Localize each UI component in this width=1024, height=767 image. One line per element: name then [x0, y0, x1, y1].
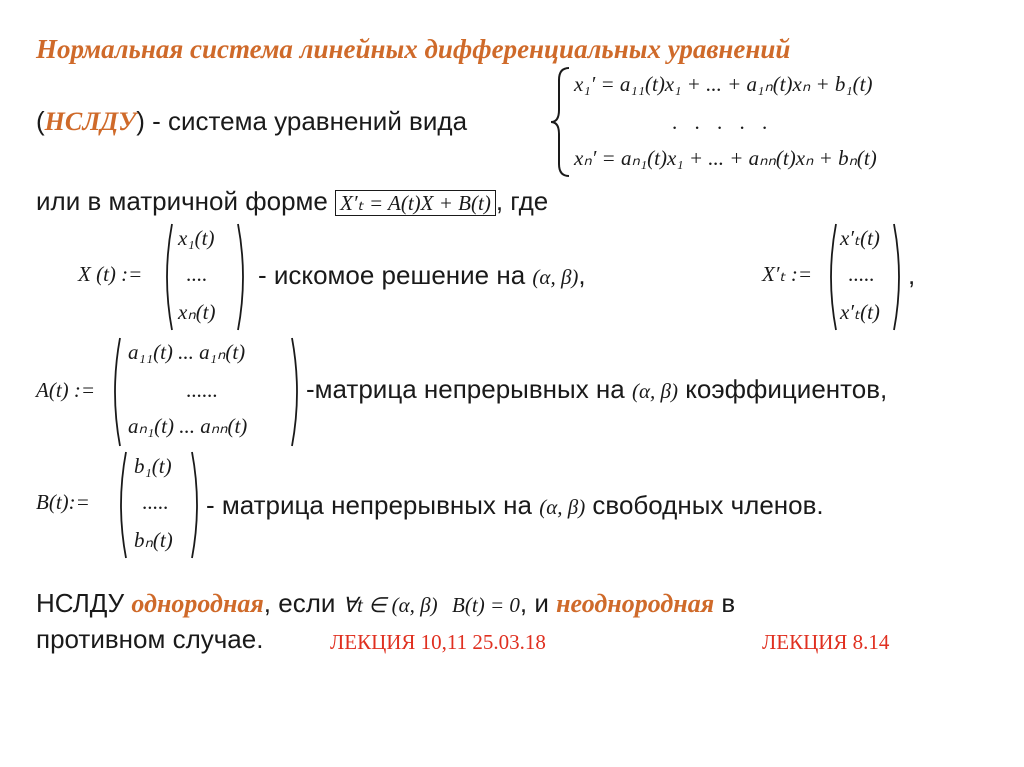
inhomog-word: неоднородная [556, 589, 715, 618]
B-right-paren [190, 450, 204, 560]
Xt-lhs: X′ₜ := [762, 262, 813, 286]
A-text-post: коэффициентов, [685, 374, 888, 404]
slide-title: Нормальная система линейных дифференциальных уравнений [36, 34, 791, 64]
definition-rest: ) - система уравнений вида [136, 106, 468, 136]
Xt-comma: , [908, 260, 916, 290]
matrix-equation: X′ₜ = A(t)X + B(t) [335, 190, 496, 216]
homogeneous-line-2: противном случае. [36, 624, 264, 654]
X-left-paren [160, 222, 174, 332]
A-description [306, 374, 887, 405]
X-interval: (α, β) [532, 265, 579, 289]
Xt-left-paren [824, 222, 838, 332]
system-dots: . . . . . [672, 110, 774, 134]
lecture-note-1: ЛЕКЦИЯ 10,11 25.03.18 [330, 630, 546, 654]
B-entry-1: b₁(t) [134, 454, 172, 478]
B-entry-2: ..... [142, 490, 169, 514]
X-text: - искомое решение на [258, 260, 526, 290]
definition-text [36, 106, 467, 137]
X-comma: , [578, 260, 586, 290]
system-brace [549, 66, 573, 178]
Xt-entry-2: ..... [848, 262, 875, 286]
A-left-paren [108, 336, 122, 448]
matrix-form-prefix: или в матричной форме [36, 186, 328, 216]
system-row-1: x₁′ = a₁₁(t)x₁ + ... + a₁ₙ(t)xₙ + b₁(t) [574, 72, 873, 96]
homog-condition: ∀t ∈ (α, β) [342, 593, 438, 617]
homog-and: , и [519, 588, 549, 618]
X-entry-1: x₁(t) [178, 226, 215, 250]
nsldu-abbr: НСЛДУ [44, 107, 137, 136]
B-lhs: B(t):= [36, 490, 90, 514]
B-text-post: свободных членов. [592, 490, 824, 520]
A-text-pre: -матрица непрерывных на [306, 374, 625, 404]
system-row-n: xₙ′ = aₙ₁(t)x₁ + ... + aₙₙ(t)xₙ + bₙ(t) [574, 146, 877, 170]
matrix-form-line [36, 186, 548, 217]
homog-if: , если [263, 588, 336, 618]
X-entry-n: xₙ(t) [178, 300, 216, 324]
X-right-paren [236, 222, 250, 332]
lecture-note-2: ЛЕКЦИЯ 8.14 [762, 630, 890, 654]
B-entry-n: bₙ(t) [134, 528, 173, 552]
A-right-paren [290, 336, 304, 448]
B-interval: (α, β) [539, 495, 586, 519]
homogeneous-line-1 [36, 588, 735, 619]
Xt-right-paren [892, 222, 906, 332]
matrix-form-suffix: , где [495, 186, 549, 216]
B-description [206, 490, 824, 521]
homog-abbr: НСЛДУ [36, 588, 125, 618]
A-lhs: A(t) := [36, 378, 96, 402]
X-description [258, 260, 586, 291]
A-interval: (α, β) [632, 379, 678, 403]
homog-tail: в [721, 588, 736, 618]
Xt-entry-n: x′ₜ(t) [840, 300, 880, 324]
X-lhs: X (t) := [78, 262, 143, 286]
B-text-pre: - матрица непрерывных на [206, 490, 532, 520]
A-entry-2: ...... [186, 378, 218, 402]
A-entry-1: a₁₁(t) ... a₁ₙ(t) [128, 340, 246, 364]
A-entry-n: aₙ₁(t) ... aₙₙ(t) [128, 414, 248, 438]
open-paren: ( [36, 106, 45, 136]
X-entry-2: .... [186, 262, 207, 286]
B-left-paren [114, 450, 128, 560]
homog-equation: B(t) = 0 [452, 593, 520, 617]
Xt-entry-1: x′ₜ(t) [840, 226, 880, 250]
homog-word: однородная [131, 589, 264, 618]
